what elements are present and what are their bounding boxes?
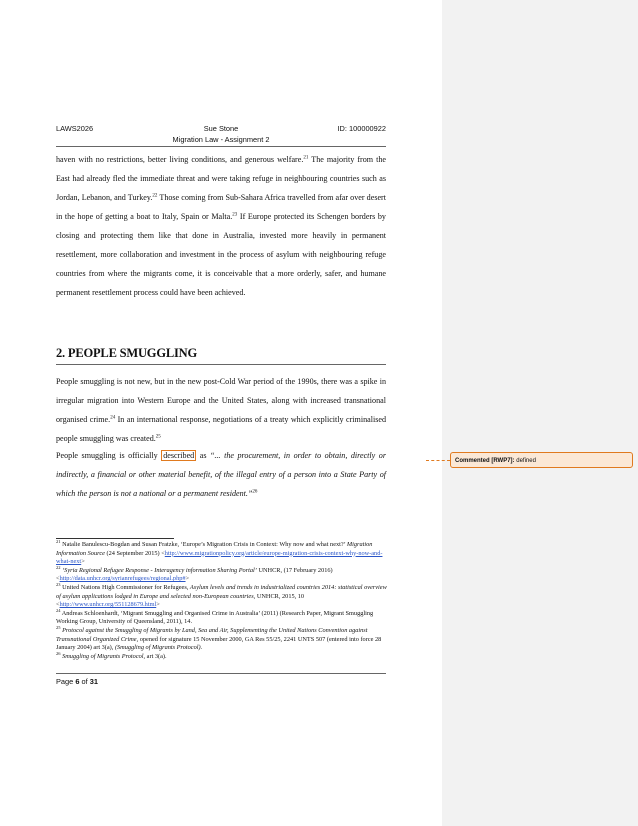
footnote-ref-21[interactable]: 21: [303, 155, 309, 161]
header-divider: [56, 146, 386, 147]
footnote-23: $^{23}$ United Nations High Commissioner for Refugees, Asylum levels and trends in industrialized countries 2014: statistical overview of asylum applications lodged in Europe and selected non-European countries, UNHCR, 2015, 10 <http://www.unhcr.org/551128679.html>: [56, 581, 387, 609]
page-header: [56, 124, 386, 144]
paragraph-definition: People smuggling is officially described as “... the procurement, in order to obtain, directly or indirectly, a financial or other material benefit, of the illegal entry of a person into a State Party of which the person is not a national or a permanent resident.”$^{26}$: [56, 451, 386, 498]
definition-quote: “... the procurement, in order to obtain, directly or indirectly, a financial or other material benefit, of the illegal entry of a person into a State Party of which the person is not a national or a permanent resident.”: [56, 451, 386, 498]
footnote-separator: [56, 538, 174, 539]
heading-divider: [56, 364, 386, 365]
section-heading-people-smuggling: 2. PEOPLE SMUGGLING: [56, 346, 198, 360]
footnote-ref-26[interactable]: 26: [252, 489, 258, 495]
course-code: LAWS2026: [56, 124, 94, 133]
footnote-23-link[interactable]: http://www.unhcr.org/551128679.html: [59, 601, 157, 609]
comment-text: defined: [514, 458, 536, 464]
footnote-24: $^{24}$ Andreas Schloenhardt, ‘Migrant Smuggling and Organised Crime in Australia’ (2011) (Research Paper, Migrant Smuggling Working Group, University of Queensland, 2011), 14.: [56, 607, 374, 626]
page-footer: Page 6 of 31: [56, 677, 98, 686]
student-id: ID: 100000922: [337, 124, 386, 133]
footnote-22: $^{22}$ ‘Syria Regional Refugee Response - Interagency information Sharing Portal’ UNHCR, (17 February 2016) <http://data.unhcr.org/syrianrefugees/regional.php#>: [56, 564, 333, 583]
footnote-25: $^{25}$ Protocol against the Smuggling of Migrants by Land, Sea and Air, Supplementing the United Nations Convention against Transnational Organized Crime, opened for signature 15 November 2000, GA Res 55/25, 2241 UNTS 507 (entered into force 28 January 2004) art 3(a), (Smuggling of Migrants Protocol).: [56, 624, 382, 652]
footnotes: [56, 538, 388, 661]
comment-pane: [442, 0, 638, 826]
footnote-21-link[interactable]: http://www.migrationpolicy.org/article/europe-migration-crisis-context-why-now-and-what-next: [56, 549, 383, 566]
footnote-22-link[interactable]: http://data.unhcr.org/syrianrefugees/regional.php#: [59, 575, 186, 583]
assignment-subtitle: Migration Law - Assignment 2: [172, 135, 270, 144]
commented-word[interactable]: described: [163, 451, 195, 460]
footnote-ref-23[interactable]: 23: [232, 212, 238, 218]
footnote-ref-24[interactable]: 24: [110, 415, 116, 421]
comment-connector: [426, 460, 450, 461]
footnote-ref-22[interactable]: 22: [152, 193, 158, 199]
footnote-21: $^{21}$ Natalie Banulescu-Bogdan and Susan Fratzke, ‘Europe’s Migration Crisis in Context: Why now and what next?’ Migration Information Source (24 September 2015) <http://www.migrationpolicy.org/article/europe-migration-crisis-context-why-now-and-what-next>: [56, 538, 383, 566]
footnote-ref-25[interactable]: 25: [155, 434, 161, 440]
footer-divider: [56, 673, 386, 674]
paragraph-history: People smuggling is not new, but in the new post-Cold War period of the 1990s, there was a spike in irregular migration into Western Europe and the United States, along with increased transnational organised crime.$^{24}$ In an international response, negotiations of a treaty which explicitly criminalised people smuggling was created.$^{25}$: [56, 377, 386, 443]
current-page-number: 6: [75, 677, 80, 686]
total-page-count: 31: [89, 677, 98, 686]
paragraph-welfare: haven with no restrictions, better living conditions, and generous welfare.$^{21}$ The majority from the East had already fled the immediate threat and were taking refuge in neighbouring countries such as Jordan, Lebanon, and Turkey.$^{22}$ Those coming from Sub-Sahara Africa travelled from afar over desert in the hope of getting a boat to Italy, Spain or Malta.$^{23}$ If Europe protected its Schengen borders by closing and protecting them like that done in Australia, invested more heavily in permanent resettlement, more collaboration and investment in the process of asylum with neighbouring refuge countries from where the migrants come, it is conceivable that a more orderly, safer, and humane permanent resettlement process could have been achieved.: [56, 155, 386, 297]
author-name: Sue Stone: [203, 124, 239, 133]
comment-balloon[interactable]: [450, 452, 633, 468]
footnote-26: $^{26}$ Smuggling of Migrants Protocol, art 3(a).: [56, 650, 167, 660]
comment-author-label: Commented [RWP7]:: [455, 458, 515, 464]
